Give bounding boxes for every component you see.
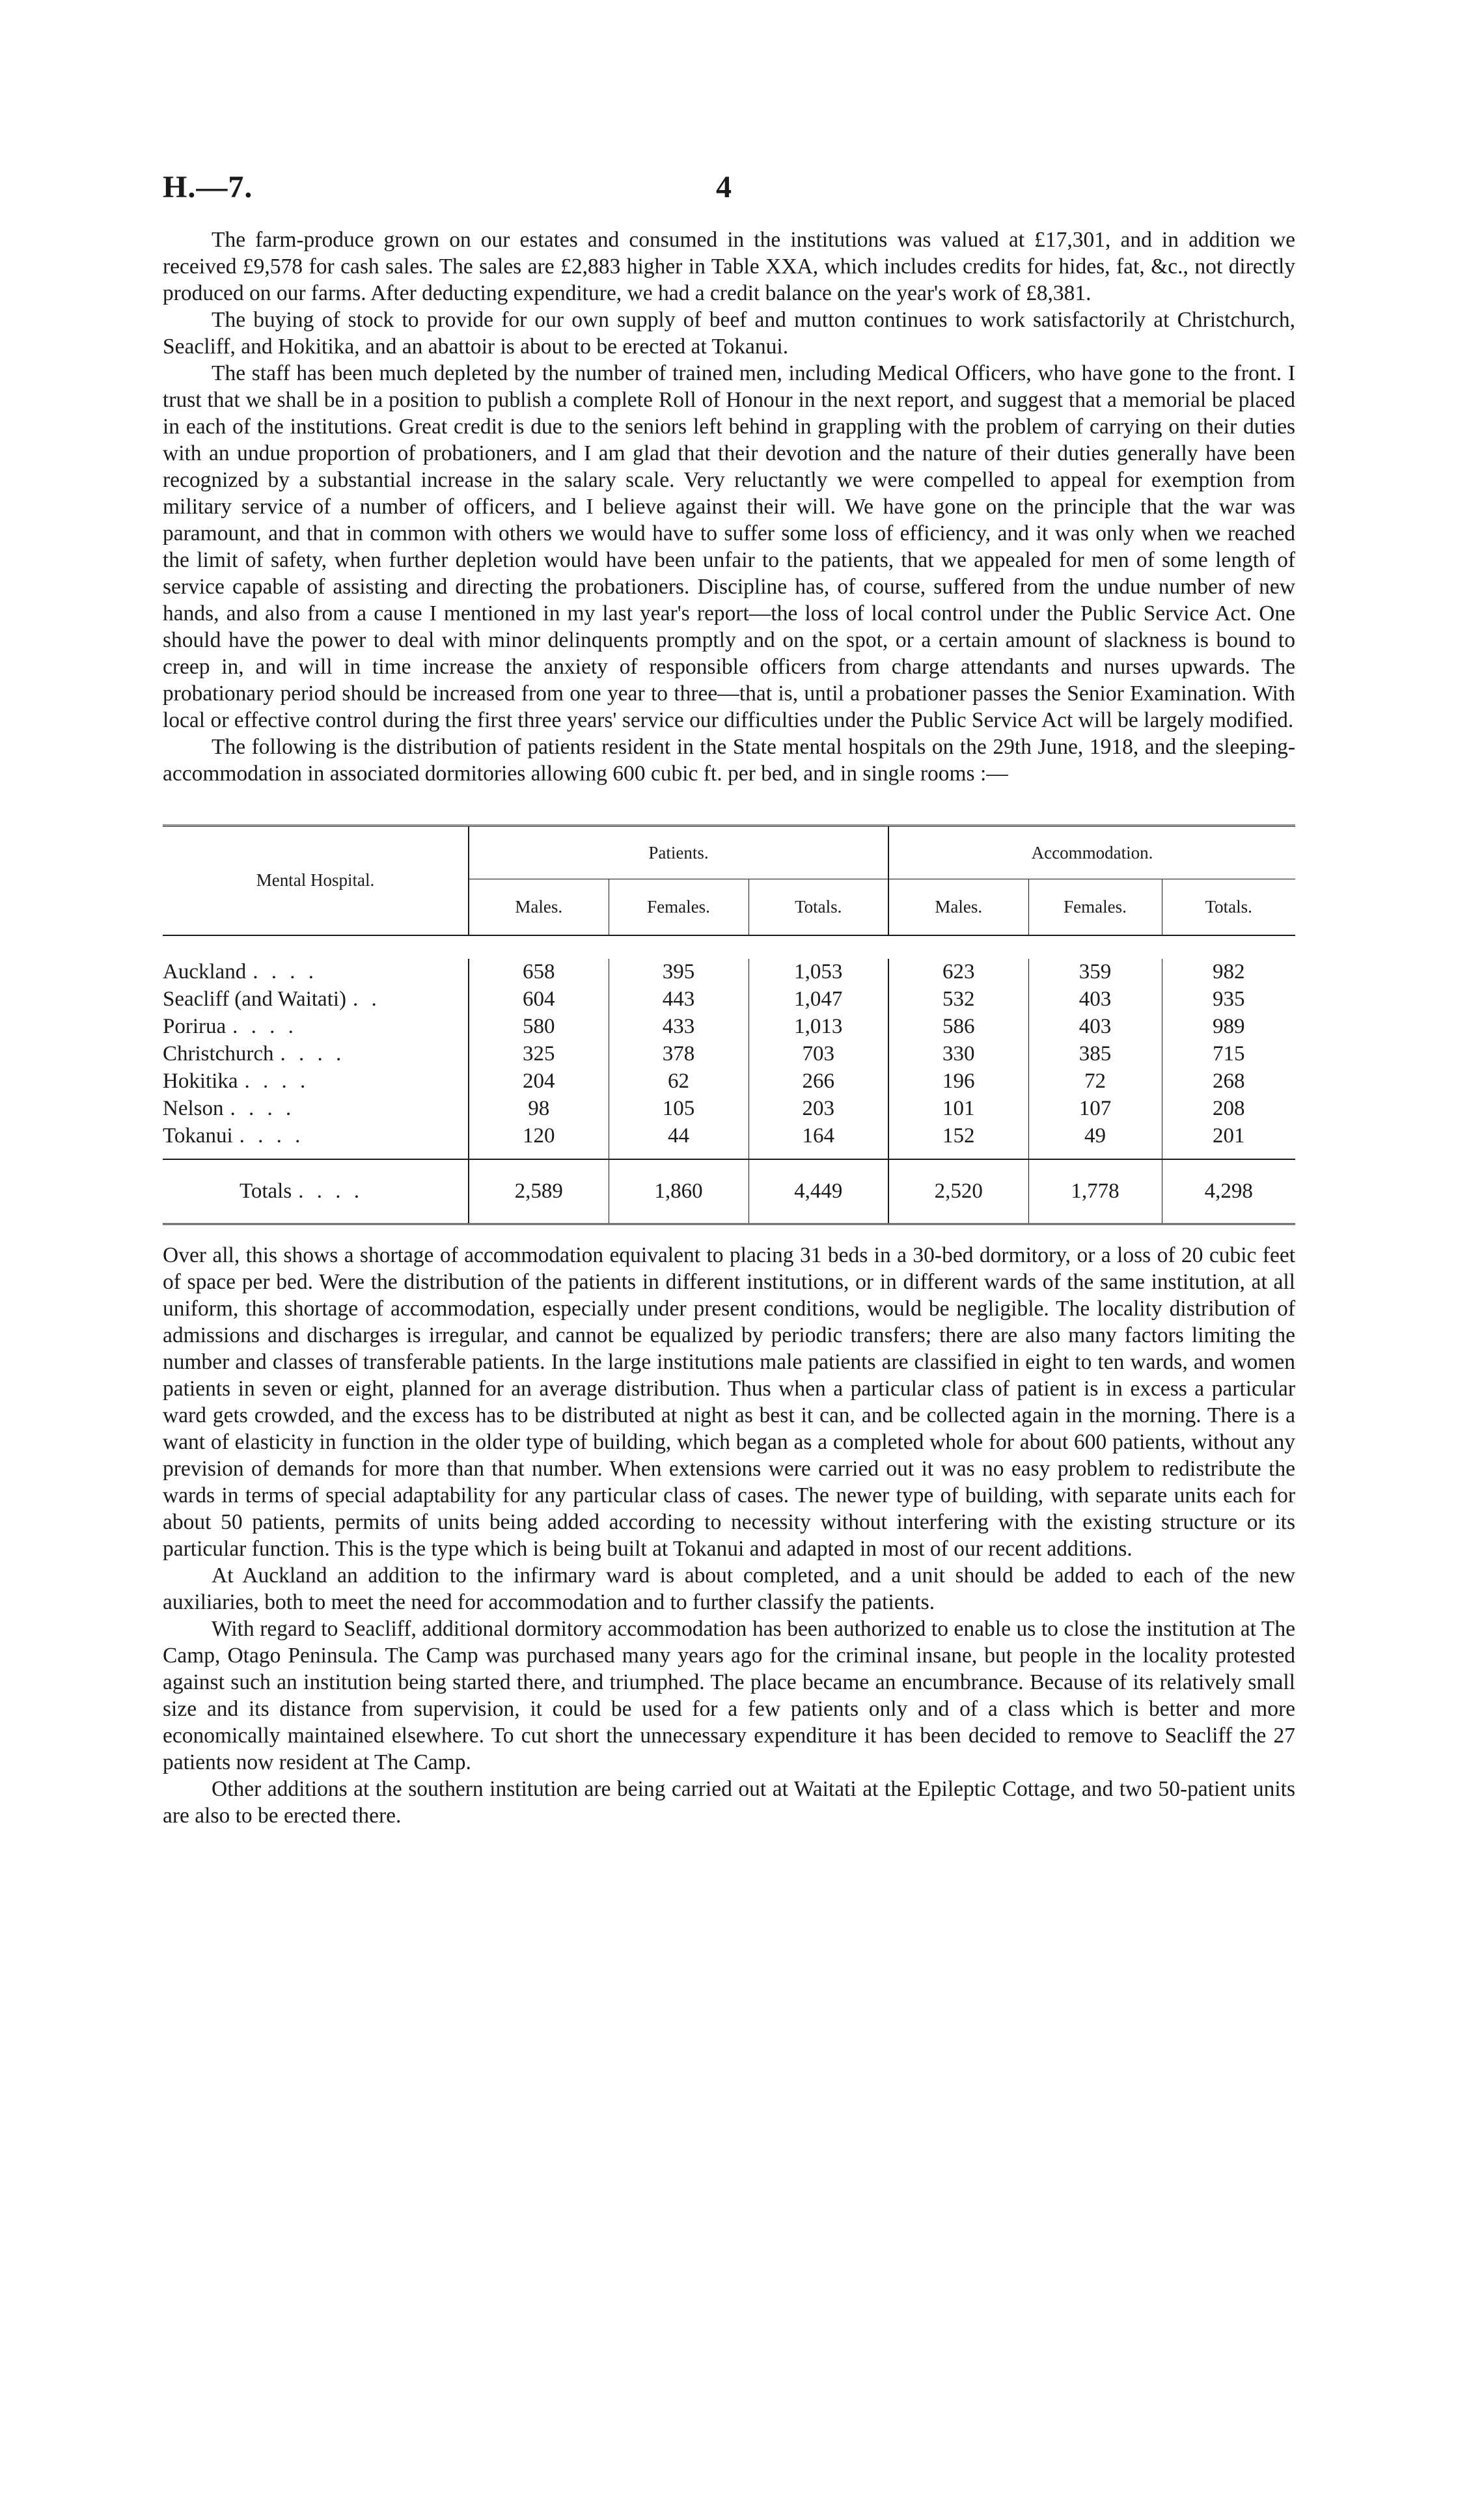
cell-accommodation-males: 152	[888, 1123, 1028, 1150]
total-patients-males: 2,589	[469, 1159, 609, 1224]
cell-patients-totals: 1,053	[749, 959, 888, 986]
table-row	[163, 1013, 1295, 1041]
cell-accommodation-males: 101	[888, 1095, 1028, 1123]
cell-accommodation-totals: 935	[1213, 987, 1245, 1011]
total-patients-totals: 4,449	[749, 1159, 888, 1224]
row-leader: . . . .	[280, 1042, 346, 1066]
cell-patients-males: 604	[469, 986, 609, 1013]
header-mental-hospital: Mental Hospital.	[163, 826, 469, 935]
header-accommodation-males: Males.	[888, 879, 1028, 935]
table-row	[163, 959, 1295, 986]
table-row	[163, 1041, 1295, 1068]
cell-accommodation-females: 403	[1028, 1013, 1162, 1041]
cell-accommodation-totals: 268	[1213, 1069, 1245, 1093]
cell-patients-totals: 266	[749, 1068, 888, 1095]
table-row	[163, 1123, 1295, 1150]
cell-patients-males: 580	[469, 1013, 609, 1041]
distribution-table-wrapper	[163, 825, 1295, 1225]
hospital-name: Auckland	[163, 960, 247, 984]
page-header	[163, 169, 1295, 221]
table-row	[163, 986, 1295, 1013]
total-accommodation-males: 2,520	[888, 1159, 1028, 1224]
cell-patients-totals: 1,047	[749, 986, 888, 1013]
cell-accommodation-females: 72	[1028, 1068, 1162, 1095]
cell-accommodation-totals: 208	[1213, 1097, 1245, 1120]
cell-patients-females: 105	[609, 1095, 749, 1123]
header-patients-males: Males.	[469, 879, 609, 935]
table-row	[163, 1068, 1295, 1095]
cell-patients-totals: 703	[749, 1041, 888, 1068]
document-reference: H.—7.	[163, 170, 253, 204]
cell-patients-males: 98	[469, 1095, 609, 1123]
cell-accommodation-females: 107	[1028, 1095, 1162, 1123]
paragraph-stock-buying: The buying of stock to provide for our own supply of beef and mutton continues to work satisfactorily at Christchurch, Seacliff, and Hokitika, and an abattoir is about to be erected at Tokanui.	[163, 308, 1295, 359]
row-leader: . . . .	[244, 1069, 310, 1093]
cell-patients-females: 378	[609, 1041, 749, 1068]
header-accommodation-totals: Totals.	[1162, 879, 1295, 935]
cell-patients-males: 325	[469, 1041, 609, 1068]
cell-accommodation-males: 330	[888, 1041, 1028, 1068]
cell-accommodation-totals: 201	[1213, 1124, 1245, 1148]
intro-section	[163, 227, 1295, 787]
cell-accommodation-females: 385	[1028, 1041, 1162, 1068]
cell-patients-females: 44	[609, 1123, 749, 1150]
cell-accommodation-males: 532	[888, 986, 1028, 1013]
hospital-name: Tokanui	[163, 1124, 233, 1148]
paragraph-seacliff: With regard to Seacliff, additional dormitory accommodation has been authorized to enable us to close the institution at The Camp, Otago Peninsula. The Camp was purchased many years ago for the criminal insane, but people in the locality protested against such an institution being started there, and triumphed. The place became an encumbrance. Because of its relatively small size and its distance from supervision, it could be used for a few patients only and of a class which is better and more economically maintained elsewhere. To cut short the unnecessary expenditure it has been decided to remove to Seacliff the 27 patients now resident at The Camp.	[163, 1617, 1295, 1774]
row-leader: . . . .	[232, 1015, 297, 1038]
row-leader: . . . .	[298, 1179, 363, 1203]
row-leader: . . . .	[253, 960, 318, 984]
document-page	[163, 169, 1295, 1829]
paragraph-distribution-intro: The following is the distribution of patients resident in the State mental hospitals on the 29th June, 1918, and the sleeping-accommodation in associated dormitories allowing 600 cubic ft. per bed, and in single rooms :—	[163, 735, 1295, 786]
cell-patients-females: 433	[609, 1013, 749, 1041]
total-patients-females: 1,860	[609, 1159, 749, 1224]
row-leader: . .	[353, 987, 381, 1011]
hospital-name: Nelson	[163, 1097, 224, 1120]
cell-patients-totals: 1,013	[749, 1013, 888, 1041]
paragraph-farm-produce: The farm-produce grown on our estates and consumed in the institutions was valued at £17,301, and in addition we received £9,578 for cash sales. The sales are £2,883 higher in Table XXA, which includes credits for hides, fat, &c., not directly produced on our farms. After deducting expenditure, we had a credit balance on the year's work of £8,381.	[163, 228, 1295, 305]
hospital-name: Porirua	[163, 1015, 227, 1038]
paragraph-shortage: Over all, this shows a shortage of accommodation equivalent to placing 31 beds in a 30-bed dormitory, or a loss of 20 cubic feet of space per bed. Were the distribution of the patients in different institutions, or in different wards of the same institution, at all uniform, this shortage of accommodation, especially under present conditions, would be negligible. The locality distribution of admissions and discharges is irregular, and cannot be equalized by periodic transfers; there are also many factors limiting the number and classes of transferable patients. In the large institutions male patients are classified in eight to ten wards, and women patients in seven or eight, planned for an average distribution. Thus when a particular class of patient is in excess a particular ward gets crowded, and the excess has to be distributed at night as best it can, and be collected again in the morning. There is a want of elasticity in function in the older type of building, which began as a completed whole for about 600 patients, without any prevision of demands for more than that number. When extensions were carried out it was no easy problem to redistribute the wards in terms of special adaptability for any particular class of cases. The newer type of building, with separate units each for about 50 patients, permits of units being added according to necessity without interfering with the existing structure or its particular function. This is the type which is being built at Tokanui and adapted in most of our recent additions.	[163, 1243, 1295, 1561]
header-accommodation-females: Females.	[1028, 879, 1162, 935]
table-row	[163, 1095, 1295, 1123]
cell-accommodation-males: 196	[888, 1068, 1028, 1095]
cell-accommodation-females: 403	[1028, 986, 1162, 1013]
cell-accommodation-males: 586	[888, 1013, 1028, 1041]
totals-row	[163, 1159, 1295, 1224]
cell-patients-totals: 203	[749, 1095, 888, 1123]
cell-accommodation-females: 359	[1028, 959, 1162, 986]
cell-accommodation-totals: 715	[1213, 1042, 1245, 1066]
hospital-name: Hokitika	[163, 1069, 238, 1093]
header-patients: Patients.	[469, 826, 888, 879]
cell-patients-males: 658	[469, 959, 609, 986]
cell-patients-males: 204	[469, 1068, 609, 1095]
paragraph-waitati: Other additions at the southern institution are being carried out at Waitati at the Epileptic Cottage, and two 50-patient units are also to be erected there.	[163, 1777, 1295, 1828]
header-accommodation: Accommodation.	[888, 826, 1295, 879]
cell-patients-females: 62	[609, 1068, 749, 1095]
paragraph-auckland: At Auckland an addition to the infirmary ward is about completed, and a unit should be added to each of the new auxiliaries, both to meet the need for accommodation and to further classify the patients.	[163, 1563, 1295, 1614]
paragraph-staff: The staff has been much depleted by the number of trained men, including Medical Officers, who have gone to the front. I trust that we shall be in a position to publish a complete Roll of Honour in the next report, and suggest that a memorial be placed in each of the institutions. Great credit is due to the seniors left behind in grappling with the problem of carrying on their duties with an undue proportion of probationers, and I am glad that their devotion and the nature of their duties generally have been recognized by a substantial increase in the salary scale. Very reluctantly we were compelled to appeal for exemption from military service of a number of officers, and I believe against their will. We have gone on the principle that the war was paramount, and that in common with others we would have to suffer some loss of efficiency, and it was only when we reached the limit of safety, when further depletion would have been unfair to the patients, that we appealed for men of some length of service capable of assisting and directing the probationers. Discipline has, of course, suffered from the undue number of new hands, and also from a cause I mentioned in my last year's report—the loss of local control under the Public Service Act. One should have the power to deal with minor delinquents promptly and on the spot, or a certain amount of slackness is bound to creep in, and will in time increase the anxiety of responsible officers from charge attendants and nurses upwards. The probationary period should be increased from one year to three—that is, until a probationer passes the Senior Examination. With local or effective control during the first three years' service our difficulties under the Public Service Act will be largely modified.	[163, 361, 1295, 732]
hospital-name: Christchurch	[163, 1042, 274, 1066]
discussion-section	[163, 1242, 1295, 1829]
row-leader: . . . .	[230, 1097, 295, 1120]
total-accommodation-females: 1,778	[1028, 1159, 1162, 1224]
header-patients-totals: Totals.	[749, 879, 888, 935]
cell-patients-males: 120	[469, 1123, 609, 1150]
table-body	[163, 935, 1295, 1224]
cell-patients-totals: 164	[749, 1123, 888, 1150]
cell-accommodation-females: 49	[1028, 1123, 1162, 1150]
cell-patients-females: 443	[609, 986, 749, 1013]
cell-patients-females: 395	[609, 959, 749, 986]
page-number: 4	[716, 170, 732, 204]
cell-accommodation-totals: 989	[1213, 1015, 1245, 1038]
hospital-name: Seacliff (and Waitati)	[163, 987, 347, 1011]
distribution-table	[163, 825, 1295, 1225]
header-patients-females: Females.	[609, 879, 749, 935]
row-leader: . . . .	[239, 1124, 305, 1148]
total-accommodation-totals: 4,298	[1204, 1179, 1253, 1203]
cell-accommodation-males: 623	[888, 959, 1028, 986]
cell-accommodation-totals: 982	[1213, 960, 1245, 984]
totals-label: Totals	[240, 1179, 292, 1203]
